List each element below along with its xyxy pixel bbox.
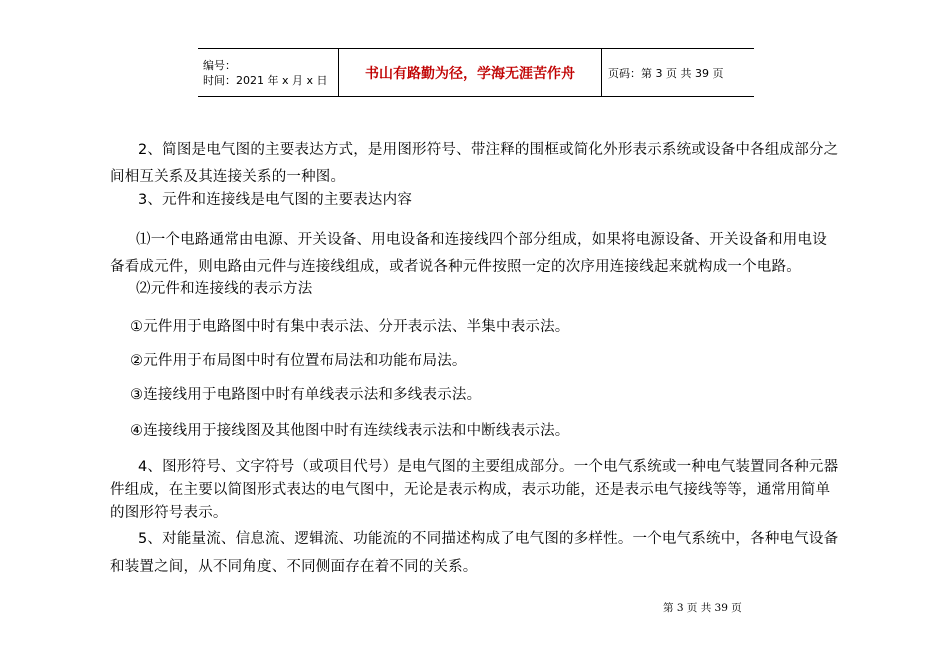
body-paragraph-1: 2、简图是电气图的主要表达方式，是用图形符号、带注释的围框或简化外形表示系统或设备中各组成部分之间相互关系及其连接关系的一种图。 [110,142,839,185]
body-paragraph-10: 5、对能量流、信息流、逻辑流、功能流的不同描述构成了电气图的多样性。一个电气系统中，各种电气设备和装置之间，从不同角度、不同侧面存在着不同的关系。 [110,531,839,575]
body-paragraph-6: ②元件用于布局图中时有位置布局法和功能布局法。 [130,353,467,369]
page-header [198,48,754,97]
body-paragraph-8: ④连接线用于接线图及其他图中时有连续线表示法和中断线表示法。 [130,423,570,439]
header-meta [198,49,339,96]
body-paragraph-5: ①元件用于电路图中时有集中表示法、分开表示法、半集中表示法。 [130,319,570,335]
body-paragraph-3: ⑴一个电路通常由电源、开关设备、用电设备和连接线四个部分组成，如果将电源设备、开关设备和用电设备看成元件，则电路由元件与连接线组成，或者说各种元件按照一定的次序用连接线起来就构成一个电路。 [110,232,827,275]
page-footer-indicator: 第 3 页 共 39 页 [663,602,742,614]
header-page-cell [602,49,754,96]
body-paragraph-9: 4、图形符号、文字符号（或项目代号）是电气图的主要组成部分。一个电气系统或一种电气装置同各种元器件组成，在主要以简图形式表达的电气图中，无论是表示构成，表示功能，还是表示电气接线等等，通常用简单的图形符号表示。 [110,459,839,521]
body-paragraph-4: ⑵元件和连接线的表示方法 [136,281,313,297]
header-page-code: 页码：第 3 页 共 39 页 [608,66,724,80]
document-number-label: 编号： [203,58,236,72]
document-time-label: 时间：2021 年 x 月 x 日 [203,73,328,87]
body-paragraph-2: 3、元件和连接线是电气图的主要表达内容 [138,192,413,208]
header-motto: 书山有路勤为径，学海无涯苦作舟 [365,65,575,82]
header-motto-cell [339,49,602,96]
body-paragraph-7: ③连接线用于电路图中时有单线表示法和多线表示法。 [130,387,482,403]
